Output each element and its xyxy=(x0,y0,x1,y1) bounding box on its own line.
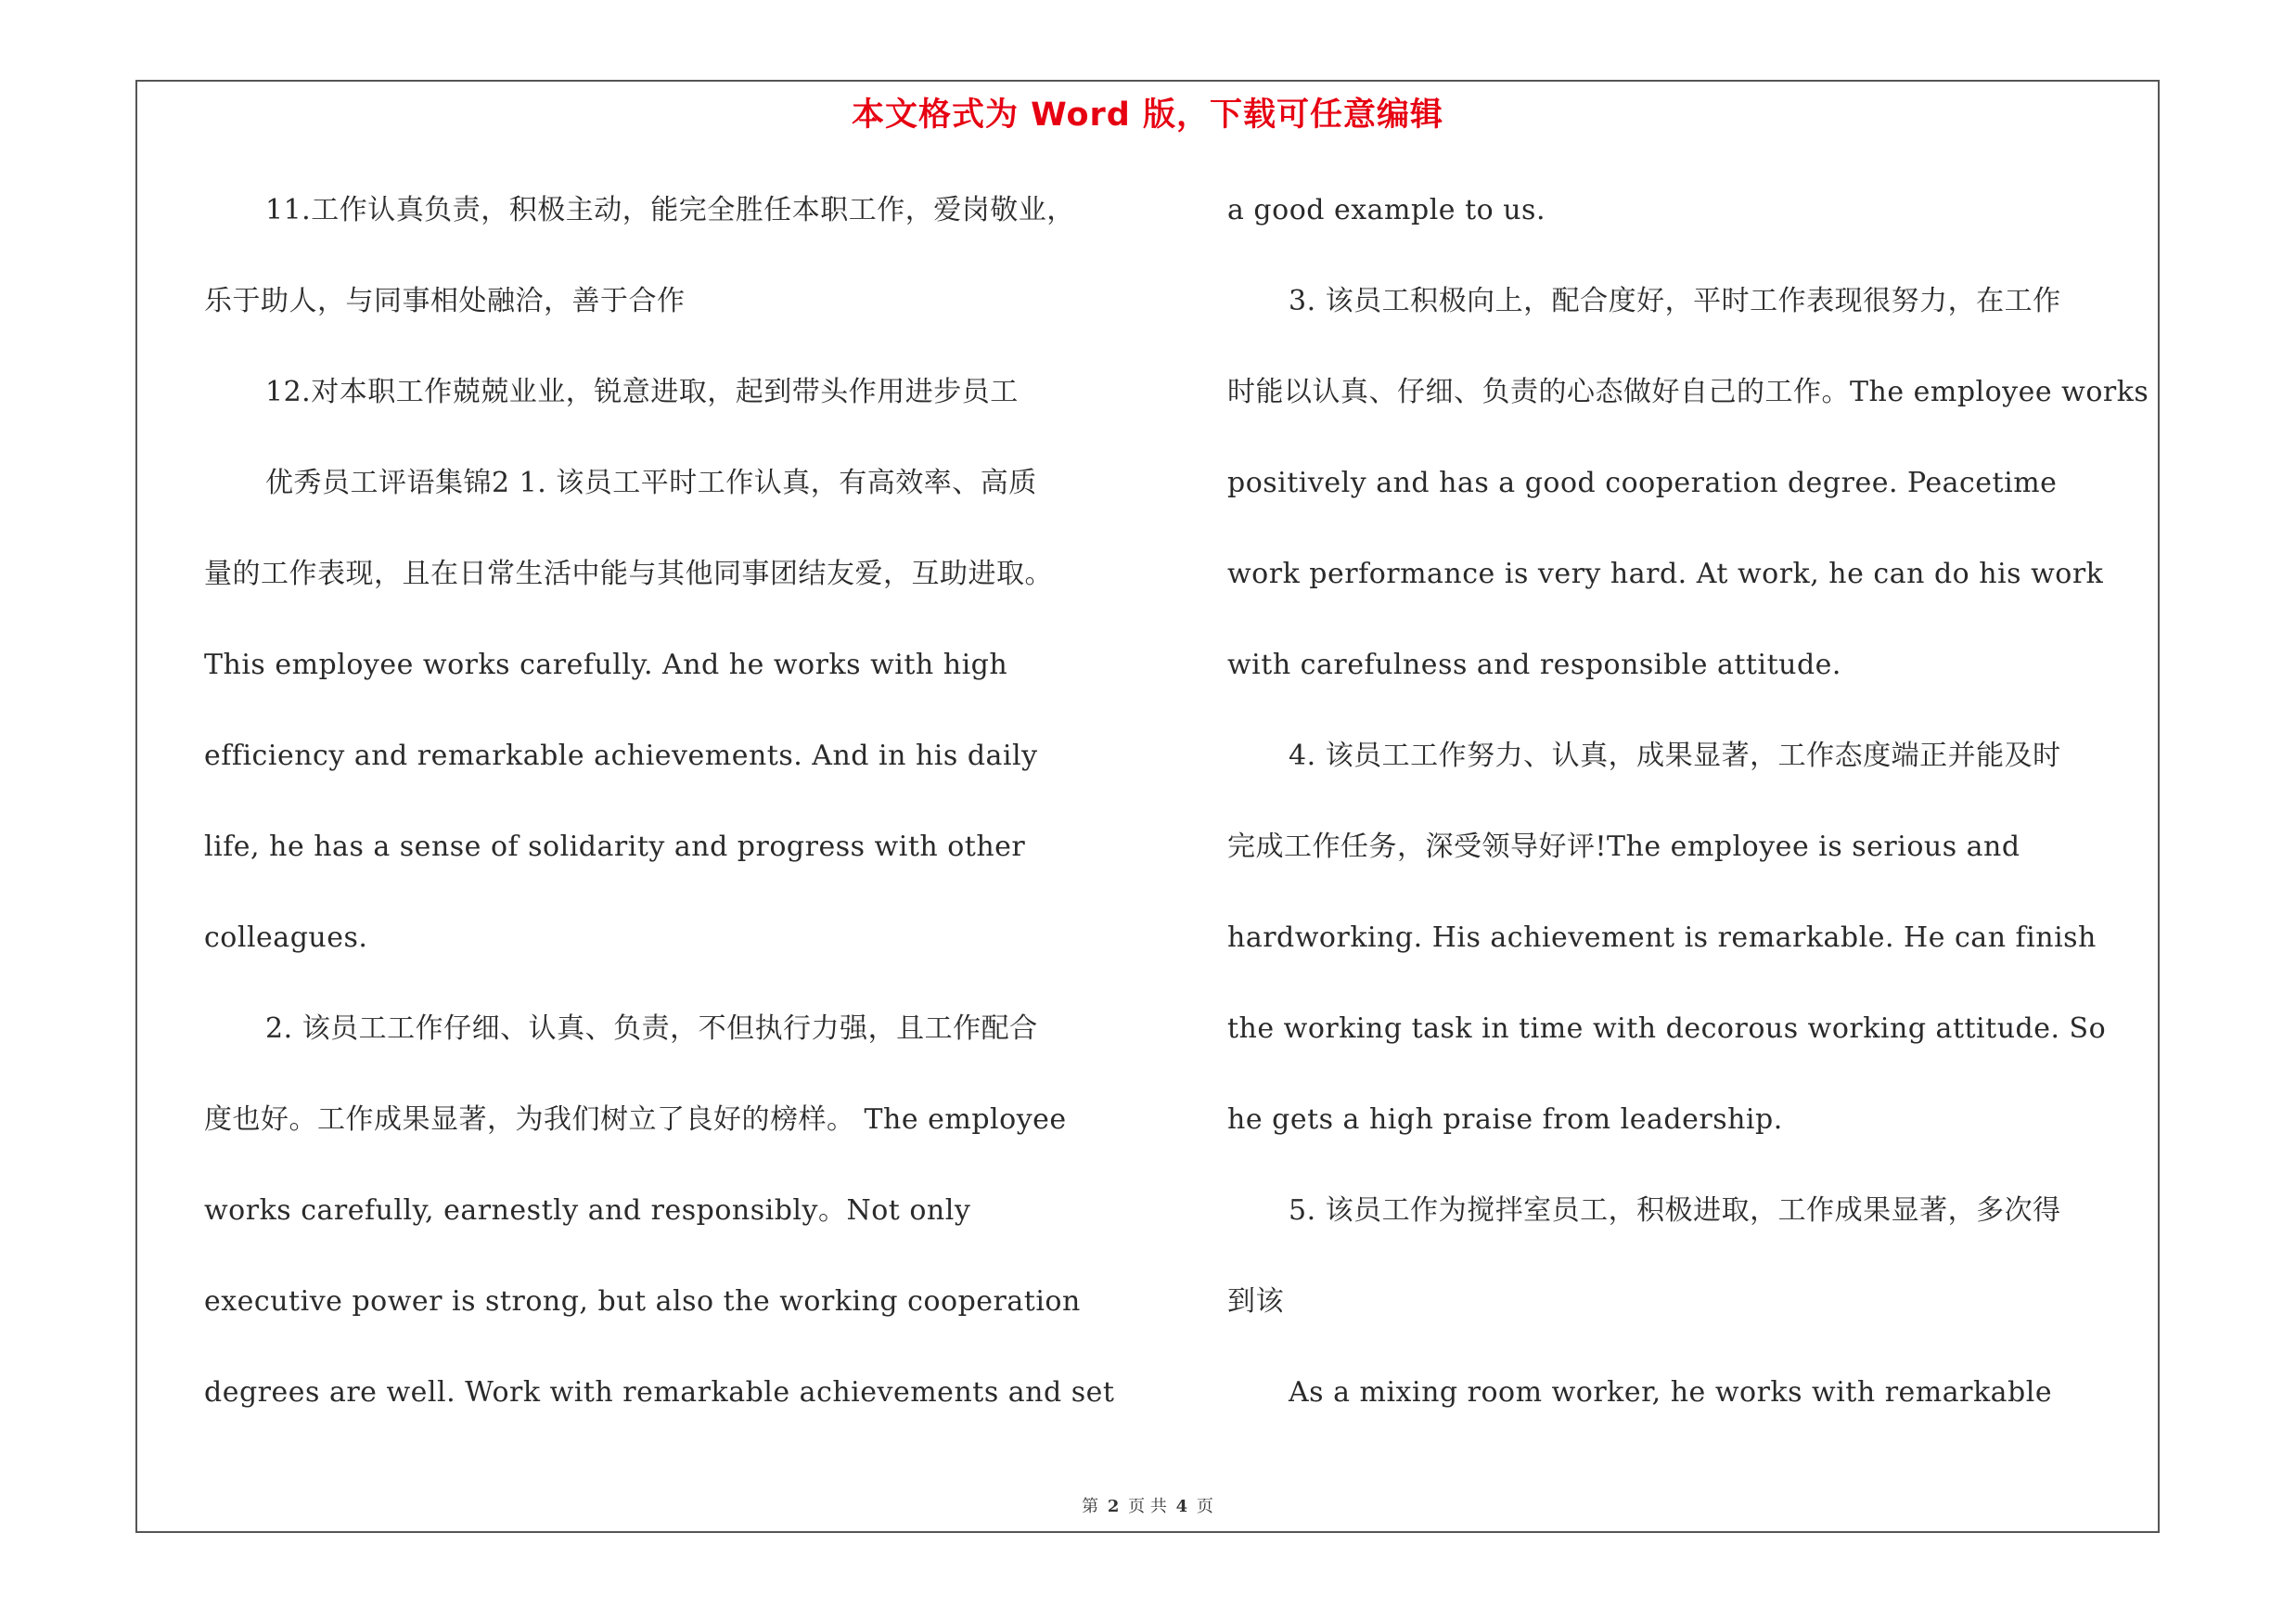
page-number-footer xyxy=(137,1496,2158,1518)
footer-suffix: 页 xyxy=(1196,1497,1213,1516)
text-line: the working task in time with decorous working attitude. So xyxy=(1227,1012,2107,1045)
text-line: positively and has a good cooperation degree. Peacetime xyxy=(1227,467,2058,499)
text-line: 4. 该员工工作努力、认真，成果显著，工作态度端正并能及时 xyxy=(1289,740,2061,772)
text-line: works carefully, earnestly and responsibly。Not only xyxy=(204,1194,971,1227)
format-notice-banner: 本文格式为 Word 版，下载可任意编辑 xyxy=(851,97,1444,134)
text-line: he gets a high praise from leadership. xyxy=(1227,1103,1783,1136)
text-line: work performance is very hard. At work, he can do his work xyxy=(1227,558,2104,590)
right-text-column xyxy=(1227,165,2155,1501)
text-line: 时能以认真、仔细、负责的心态做好自己的工作。The employee works xyxy=(1227,376,2149,408)
total-page-count: 4 xyxy=(1175,1497,1188,1516)
text-line: 度也好。工作成果显著，为我们树立了良好的榜样。 The employee xyxy=(204,1103,1067,1136)
footer-prefix: 第 xyxy=(1082,1497,1099,1516)
text-line: 11.工作认真负责，积极主动，能完全胜任本职工作，爱岗敬业， xyxy=(265,194,1075,226)
text-line: As a mixing room worker, he works with remarkable xyxy=(1289,1376,2053,1409)
text-line: colleagues. xyxy=(204,921,368,954)
text-line: 到该 xyxy=(1227,1285,1284,1318)
document-page xyxy=(135,80,2160,1533)
footer-middle: 页 共 xyxy=(1128,1497,1167,1516)
text-line: degrees are well. Work with remarkable achievements and set xyxy=(204,1376,1115,1409)
text-line: efficiency and remarkable achievements. And in his daily xyxy=(204,740,1038,772)
text-line: 12.对本职工作兢兢业业，锐意进取，起到带头作用进步员工 xyxy=(265,376,1019,408)
text-line: 乐于助人，与同事相处融洽，善于合作 xyxy=(204,285,686,317)
text-line: 5. 该员工作为搅拌室员工，积极进取，工作成果显著，多次得 xyxy=(1289,1194,2061,1227)
text-line: 2. 该员工工作仔细、认真、负责，不但执行力强，且工作配合 xyxy=(265,1012,1038,1045)
text-line: with carefulness and responsible attitude. xyxy=(1227,649,1841,681)
text-line: 完成工作任务，深受领导好评!The employee is serious and xyxy=(1227,831,2020,863)
text-line: 3. 该员工积极向上，配合度好，平时工作表现很努力，在工作 xyxy=(1289,285,2061,317)
text-line: a good example to us. xyxy=(1227,194,1546,226)
current-page-number: 2 xyxy=(1107,1497,1120,1516)
text-line: hardworking. His achievement is remarkable. He can finish xyxy=(1227,921,2097,954)
text-line: 量的工作表现，且在日常生活中能与其他同事团结友爱，互助进取。 xyxy=(204,558,1053,590)
text-line: 优秀员工评语集锦2 1. 该员工平时工作认真，有高效率、高质 xyxy=(265,467,1037,499)
left-text-column xyxy=(204,165,1134,1501)
text-line: This employee works carefully. And he works with high xyxy=(204,649,1008,681)
text-line: executive power is strong, but also the working cooperation xyxy=(204,1285,1081,1318)
text-line: life, he has a sense of solidarity and progress with other xyxy=(204,831,1026,863)
